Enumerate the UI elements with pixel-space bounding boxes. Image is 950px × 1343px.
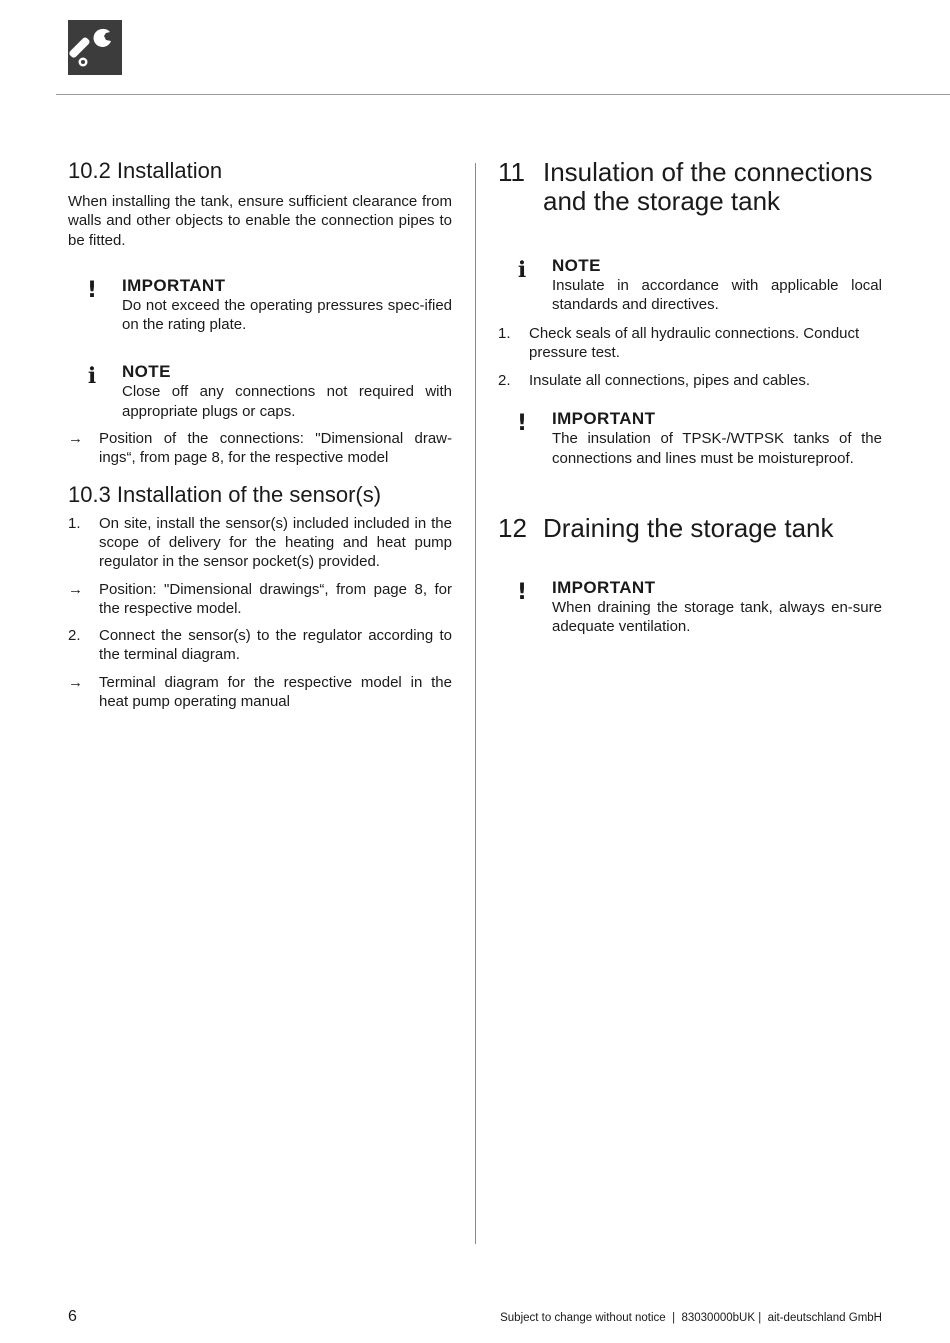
callout-text: Close off any connections not required with appropriate plugs or caps. — [122, 383, 452, 420]
list-item-text: Insulate all connections, pipes and cables. — [529, 372, 811, 390]
callout-text: The insulation of TPSK-/WTPSK tanks of the connections and lines must be moistureproof. — [552, 430, 882, 467]
chapter-heading-draining — [498, 514, 882, 543]
list-marker: 1. — [498, 324, 511, 342]
callout-title: IMPORTANT — [122, 275, 226, 295]
list-item — [68, 580, 452, 619]
list-item — [498, 324, 882, 363]
list-item-text: Connect the sensor(s) to the regulator according to the terminal diagram. — [99, 627, 452, 664]
reference-text: Position of the connections: "Dimensional draw-ings“, from page 8, for the respective model — [99, 430, 452, 467]
callout-text: Insulate in accordance with applicable local standards and directives. — [552, 277, 882, 314]
important-callout — [498, 409, 882, 468]
reference-item — [68, 429, 452, 468]
important-callout — [68, 276, 452, 335]
list-item-text: On site, install the sensor(s) included included in the scope of delivery for the heating and heat pump regulator in the sensor pocket(s) provided. — [99, 514, 452, 571]
arrow-icon: → — [68, 673, 83, 691]
list-item — [68, 673, 452, 712]
arrow-icon: → — [68, 580, 83, 598]
arrow-icon: → — [68, 430, 83, 448]
note-callout — [68, 362, 452, 421]
callout-title: IMPORTANT — [552, 578, 656, 598]
left-column — [68, 158, 452, 711]
info-icon: ℹ — [87, 364, 97, 390]
list-item-text: Check seals of all hydraulic connections. Conduct pressure test. — [529, 324, 860, 361]
callout-title: NOTE — [122, 362, 171, 382]
callout-title: NOTE — [552, 256, 601, 275]
column-divider — [475, 163, 476, 1244]
chapter-heading-insulation — [498, 158, 882, 216]
installation-intro: When installing the tank, ensure sufficient clearance from walls and other objects to enable the connection pipes to be fitted. — [68, 193, 452, 249]
page-number: 6 — [68, 1308, 77, 1325]
callout-text: When draining the storage tank, always en-sure adequate ventilation. — [552, 599, 882, 636]
info-icon: ℹ — [517, 258, 527, 283]
section-heading-sensor: 10.3 Installation of the sensor(s) — [68, 481, 382, 507]
list-marker: 1. — [68, 514, 81, 532]
chapter-title: Insulation of the connections and the storage tank — [543, 157, 873, 216]
exclamation-icon: ! — [516, 411, 528, 437]
list-item-text: Terminal diagram for the respective model in the heat pump operating manual — [99, 673, 452, 711]
chapter-number: 11 — [498, 157, 525, 187]
header-divider — [56, 94, 950, 95]
list-item — [498, 371, 882, 390]
callout-title: IMPORTANT — [552, 409, 656, 429]
list-item-text: Position: "Dimensional drawings“, from page 8, for the respective model. — [99, 580, 452, 617]
list-item — [68, 626, 452, 665]
list-marker: 2. — [498, 372, 511, 390]
callout-text: Do not exceed the operating pressures spec-ified on the rating plate. — [122, 296, 452, 334]
list-marker: 2. — [68, 627, 81, 645]
note-callout — [498, 256, 882, 315]
list-item — [68, 514, 452, 572]
important-callout — [498, 578, 882, 637]
right-column — [498, 158, 882, 637]
chapter-number: 12 — [498, 513, 527, 544]
exclamation-icon: ! — [516, 580, 528, 606]
chapter-title: Draining the storage tank — [543, 513, 834, 544]
footer-text: Subject to change without notice | 83030000bUK | ait-deutschland GmbH — [500, 1312, 882, 1324]
wrench-icon — [68, 20, 122, 75]
exclamation-icon: ! — [86, 277, 98, 303]
section-heading-installation: 10.2 Installation — [68, 158, 223, 183]
